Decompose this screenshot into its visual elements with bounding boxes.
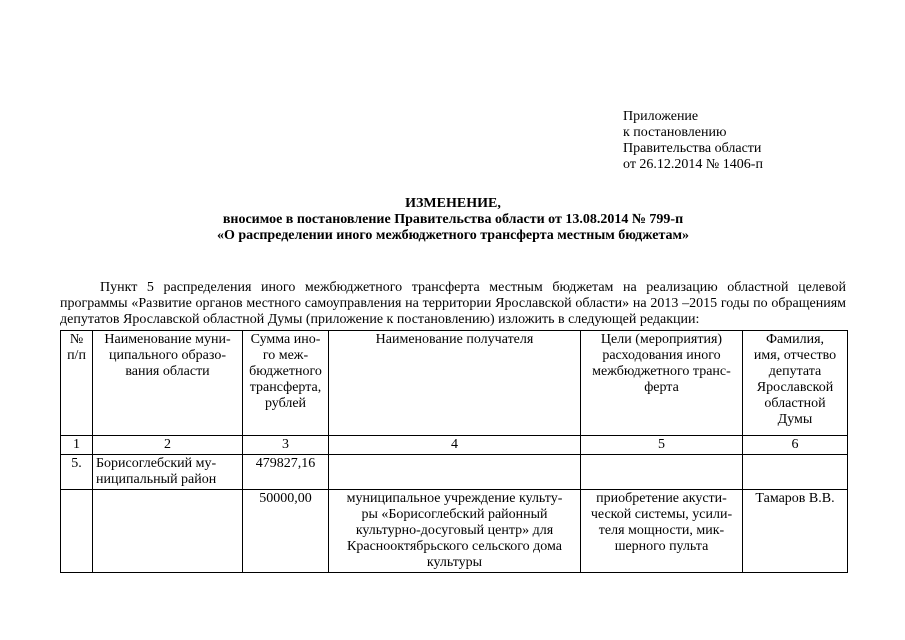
- table-header-row: [61, 331, 848, 436]
- intro-paragraph: [60, 280, 846, 328]
- title-line-3: «О распределении иного межбюджетного трансферта местным бюджетам»: [216, 228, 690, 243]
- header-deputy: Фамилия, имя, отчество депутата Ярославской областной Думы: [743, 331, 848, 436]
- row2-municipality: [93, 490, 243, 573]
- row2-num: [61, 490, 93, 573]
- title-line-1: ИЗМЕНЕНИЕ,: [405, 196, 501, 211]
- row1-municipality: Борисоглебский му- ниципальный район: [93, 455, 243, 490]
- appendix-line-1: Приложение: [623, 109, 699, 124]
- row1-deputy: [743, 455, 848, 490]
- header-sum: Сумма ино- го меж- бюджетного трансферта, рублей: [243, 331, 329, 436]
- table-number-row: [61, 436, 848, 455]
- title-line-2: вносимое в постановление Правительства области от 13.08.2014 № 799-п: [222, 212, 684, 227]
- appendix-block: [623, 109, 883, 173]
- header-num: № п/п: [61, 331, 93, 436]
- header-purpose: Цели (мероприятия) расходования иного межбюджетного транс- ферта: [581, 331, 743, 436]
- row1-sum: 479827,16: [243, 455, 329, 490]
- header-municipality: Наименование муни- ципального образо- вания области: [93, 331, 243, 436]
- appendix-line-2: к постановлению: [623, 125, 727, 140]
- col-number-3: 3: [243, 436, 329, 455]
- appendix-line-3: Правительства области: [623, 141, 762, 156]
- appendix-line-4: от 26.12.2014 № 1406-п: [623, 157, 763, 172]
- header-recipient: Наименование получателя: [329, 331, 581, 436]
- row2-sum: 50000,00: [243, 490, 329, 573]
- col-number-1: 1: [61, 436, 93, 455]
- row1-num: 5.: [61, 455, 93, 490]
- col-number-2: 2: [93, 436, 243, 455]
- row1-recipient: [329, 455, 581, 490]
- row1-purpose: [581, 455, 743, 490]
- table-row: [61, 455, 848, 490]
- col-number-6: 6: [743, 436, 848, 455]
- intro-text: Пункт 5 распределения иного межбюджетного трансферта местным бюджетам на реализацию областной целевой программы «Развитие органов местного самоуправления на территории Ярославской области» на 2013 –2015 годы по обращениям депутатов Ярославской областной Думы (приложение к постановлению) изложить в следующей редакции:: [60, 280, 846, 327]
- row2-deputy: Тамаров В.В.: [743, 490, 848, 573]
- row2-recipient: муниципальное учреждение культу- ры «Борисоглебский районный культурно-досуговый центр» для Краснооктябрьского сельского дома культуры: [329, 490, 581, 573]
- transfer-table: [60, 330, 848, 573]
- table-row: [61, 490, 848, 573]
- col-number-5: 5: [581, 436, 743, 455]
- col-number-4: 4: [329, 436, 581, 455]
- document-title: [60, 196, 846, 244]
- row2-purpose: приобретение акусти- ческой системы, усили- теля мощности, мик- шерного пульта: [581, 490, 743, 573]
